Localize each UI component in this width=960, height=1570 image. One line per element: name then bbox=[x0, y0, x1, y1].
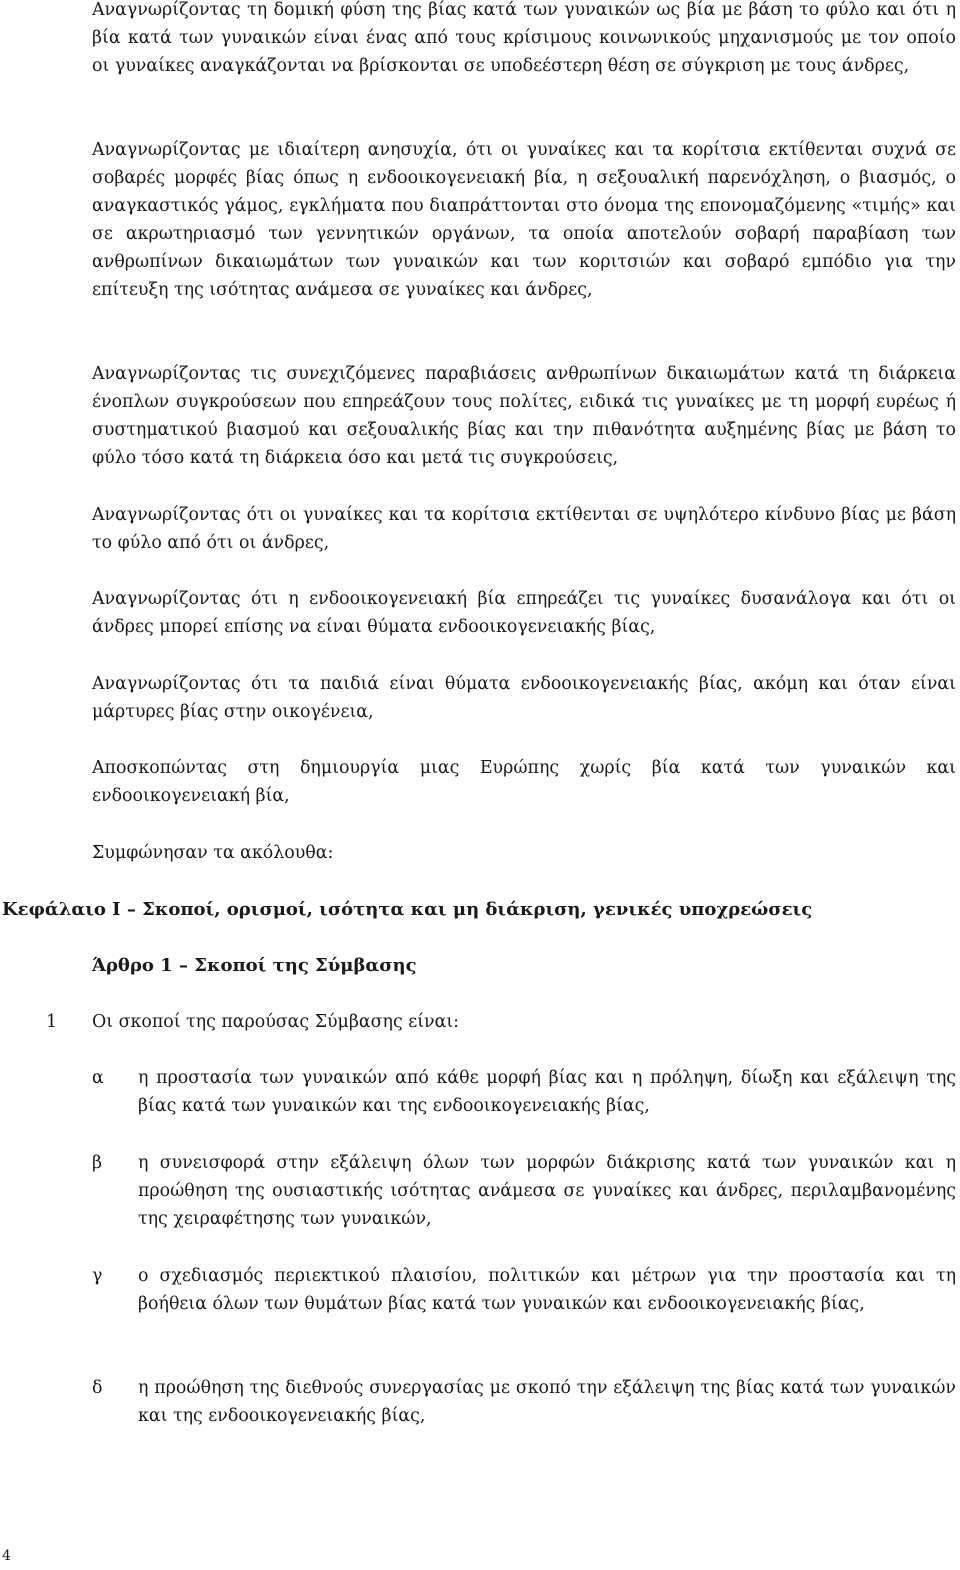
article-title: Άρθρο 1 – Σκοποί της Σύμβασης bbox=[92, 955, 417, 976]
list-item-marker: β bbox=[92, 1153, 103, 1173]
list-item-marker: δ bbox=[92, 1378, 103, 1398]
preamble-paragraph: Αποσκοπώντας στη δημιουργία μιας Ευρώπης χωρίς βία κατά των γυναικών και ενδοοικογενειακή βία, bbox=[92, 758, 956, 806]
preamble-paragraph: Αναγνωρίζοντας ότι τα παιδιά είναι θύματα ενδοοικογενειακής βίας, ακόμη και όταν είναι μάρτυρες βίας στην οικογένεια, bbox=[92, 674, 956, 722]
list-item-text: η συνεισφορά στην εξάλειψη όλων των μορφών διάκρισης κατά των γυναικών και η προώθηση της ουσιαστικής ισότητας ανάμεσα σε γυναίκες και άνδρες, περιλαμβανομένης της χειραφέτησης των γυναικών, bbox=[138, 1153, 956, 1229]
agreement-line: Συμφώνησαν τα ακόλουθα: bbox=[92, 843, 334, 863]
list-item-marker: α bbox=[92, 1068, 104, 1088]
paragraph-text: Οι σκοποί της παρούσας Σύμβασης είναι: bbox=[92, 1012, 460, 1032]
preamble-paragraph: Αναγνωρίζοντας με ιδιαίτερη ανησυχία, ότι οι γυναίκες και τα κορίτσια εκτίθενται συχνά σε σοβαρές μορφές βίας όπως η ενδοοικογενειακή βία, η σεξουαλική παρενόχληση, ο βιασμός, ο αναγκαστικός γάμος, εγκλήματα που διαπράττονται στο όνομα της επονομαζόμενης «τιμής» και σε ακρωτηριασμό των γεννητικών οργάνων, τα οποία αποτελούν σοβαρή παραβίαση των ανθρωπίνων δικαιωμάτων των γυναικών και των κοριτσιών και σοβαρό εμπόδιο για την επίτευξη της ισότητας ανάμεσα σε γυναίκες και άνδρες, bbox=[92, 140, 956, 300]
page-number: 4 bbox=[2, 1548, 11, 1564]
paragraph-number: 1 bbox=[46, 1012, 58, 1032]
preamble-paragraph: Αναγνωρίζοντας τις συνεχιζόμενες παραβιάσεις ανθρωπίνων δικαιωμάτων κατά τη διάρκεια ένοπλων συγκρούσεων που επηρεάζουν τους πολίτες, ειδικά τις γυναίκες με τη μορφή ευρέως ή συστηματικού βιασμού και σεξουαλικής βίας και την πιθανότητα αυξημένης βίας με βάση το φύλο τόσο κατά τη διάρκεια όσο και μετά τις συγκρούσεις, bbox=[92, 364, 956, 468]
preamble-paragraph: Αναγνωρίζοντας τη δομική φύση της βίας κατά των γυναικών ως βία με βάση το φύλο και ότι η βία κατά των γυναικών είναι ένας από τους κρίσιμους κοινωνικούς μηχανισμούς με τον οποίο οι γυναίκες αναγκάζονται να βρίσκονται σε υποδεέστερη θέση σε σύγκριση με τους άνδρες, bbox=[92, 0, 956, 76]
list-item-text: η προστασία των γυναικών από κάθε μορφή βίας και η πρόληψη, δίωξη και εξάλειψη της βίας κατά των γυναικών και της ενδοοικογενειακής βίας, bbox=[138, 1068, 956, 1116]
preamble-paragraph: Αναγνωρίζοντας ότι οι γυναίκες και τα κορίτσια εκτίθενται σε υψηλότερο κίνδυνο βίας με βάση το φύλο από ότι οι άνδρες, bbox=[92, 505, 956, 553]
list-item-text: η προώθηση της διεθνούς συνεργασίας με σκοπό την εξάλειψη της βίας κατά των γυναικών και της ενδοοικογενειακής βίας, bbox=[138, 1378, 956, 1426]
list-item-marker: γ bbox=[92, 1266, 103, 1286]
list-item-text: ο σχεδιασμός περιεκτικού πλαισίου, πολιτικών και μέτρων για την προστασία και τη βοήθεια όλων των θυμάτων βίας κατά των γυναικών και ενδοοικογενειακής βίας, bbox=[138, 1266, 956, 1314]
chapter-title: Κεφάλαιο I – Σκοποί, ορισμοί, ισότητα και μη διάκριση, γενικές υποχρεώσεις bbox=[2, 899, 813, 920]
preamble-paragraph: Αναγνωρίζοντας ότι η ενδοοικογενειακή βία επηρεάζει τις γυναίκες δυσανάλογα και ότι οι άνδρες μπορεί επίσης να είναι θύματα ενδοοικογενειακής βίας, bbox=[92, 589, 956, 637]
